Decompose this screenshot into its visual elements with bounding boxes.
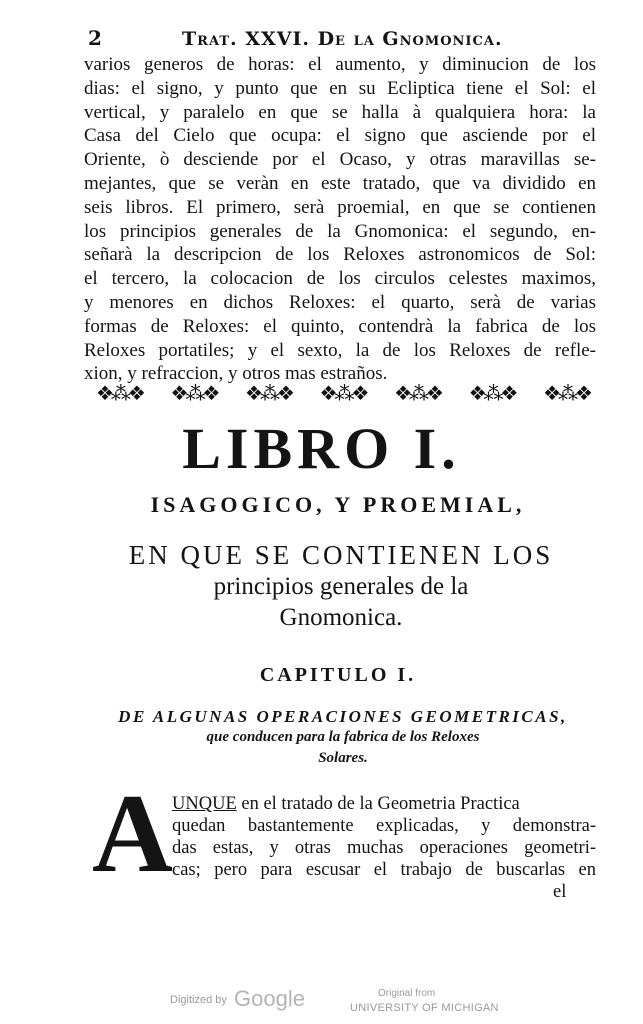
text-line: los principios generales de la Gnomonica: el segundo, en- [84,220,596,242]
book-subtitle: ISAGOGICO, Y PROEMIAL, [150,492,526,517]
page-header [88,26,596,52]
book-description [94,540,588,633]
institution-label: UNIVERSITY OF MICHIGAN [350,1002,499,1014]
digitized-by-label: Digitized by [170,994,227,1006]
text-line: vertical, y paralelo en que se halla à qualquiera hora: la [84,101,596,123]
body-text [84,53,596,386]
chapter-title-line: que conducen para la fabrica de los Reloxes [206,729,480,745]
text-line: quedan bastantemente explicadas, y demonstra- [172,816,596,836]
ornament-unit: ❖⁂❖ [394,381,441,405]
original-from-label: Original from [378,988,436,999]
text-line: xion, y refraccion, y otros mas estraños. [84,363,388,385]
book-description-line: Gnomonica. [279,604,403,631]
book-title: LIBRO I. [182,416,461,481]
decorative-ornament-band [96,378,590,408]
paragraph-first-line [172,793,596,815]
book-description-line: principios generales de la [213,573,469,600]
text-line: señarà la descripcion de los Reloxes astronomicos de Sol: [84,244,596,266]
text-line: Oriente, ò desciende por el Ocaso, y otras maravillas se- [84,149,596,171]
book-description-line: EN QUE SE CONTIENEN LOS [128,540,554,570]
text-line: Reloxes portatiles; y el sexto, la de los Reloxes de refle- [84,339,596,361]
text-line: seis libros. El primero, serà proemial, en que se contienen [84,196,596,218]
ornament-unit: ❖⁂❖ [170,381,218,405]
text-line: y menores en dichos Reloxes: el quarto, serà de varias [84,291,596,313]
text-line: dias: el signo, y punto que en su Ecliptica tiene el Sol: el [84,77,596,99]
first-word: UNQUE [172,794,237,814]
ornament-unit: ❖⁂❖ [319,381,367,405]
google-logo: Google [234,986,305,1011]
ornament-unit: ❖⁂❖ [468,381,516,405]
text-line: formas de Reloxes: el quinto, contendrà la fabrica de los [84,315,596,337]
digitization-footer [0,986,643,1024]
chapter-label: CAPITULO I. [259,664,417,686]
ornament-unit: ❖⁂❖ [245,381,292,405]
text-line: cas; pero para escusar el trabajo de buscarlas en [172,860,596,880]
page-number: 2 [88,26,102,50]
chapter-title [96,706,590,769]
running-head: Trat. XXVI. De la Gnomonica. [182,28,503,50]
first-line-rest: en el tratado de la Geometria Practica [236,794,520,814]
text-line: el tercero, la colocacion de los circulos celestes maximos, [84,268,596,290]
chapter-title-line: Solares. [318,750,368,766]
opening-paragraph [172,793,596,881]
text-line: Casa del Cielo que ocupa: el signo que asciende por el [84,125,596,147]
catchword: el [553,882,567,902]
text-line: varios generos de horas: el aumento, y diminucion de los [84,54,596,75]
text-line: mejantes, que se veràn en este tratado, que va dividido en [84,172,596,194]
ornament-unit: ❖⁂❖ [543,381,590,405]
drop-cap: A [92,772,173,896]
chapter-title-line: DE ALGUNAS OPERACIONES GEOMETRICAS, [118,707,568,726]
text-line: das estas, y otras muchas operaciones geometri- [172,838,596,858]
ornament-unit: ❖⁂❖ [96,381,143,405]
